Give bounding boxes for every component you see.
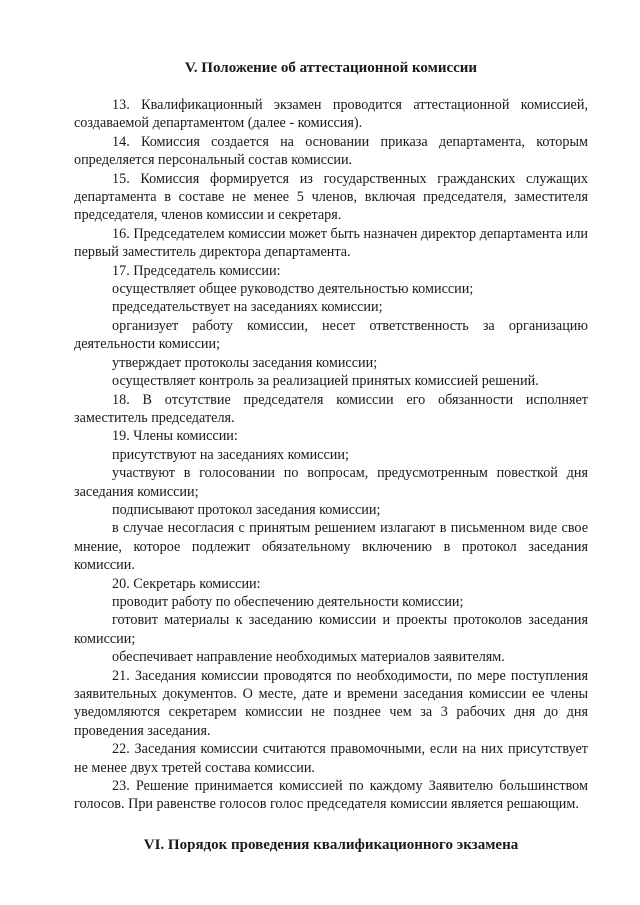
paragraph: готовит материалы к заседанию комиссии и проекты протоколов заседания комиссии; <box>74 612 588 647</box>
paragraph: 21. Заседания комиссии проводятся по необходимости, по мере поступления заявительных документов. О месте, дате и времени заседания комиссии ее члены уведомляются секретарем комиссии не позднее чем за 3 рабочих дня до дня проведения заседания. <box>74 667 588 739</box>
paragraph: организует работу комиссии, несет ответственность за организацию деятельности комиссии; <box>74 317 588 353</box>
paragraph: в случае несогласия с принятым решением излагают в письменном виде свое мнение, которое подлежит обязательному включению в протокол заседания комиссии. <box>74 520 588 574</box>
paragraph: 20. Секретарь комиссии: <box>112 575 261 592</box>
section-v-title: V. Положение об аттестационной комиссии <box>184 60 478 76</box>
paragraph: утверждает протоколы заседания комиссии; <box>112 354 378 371</box>
paragraph: 22. Заседания комиссии считаются правомочными, если на них присутствует не менее двух третей состава комиссии. <box>74 741 588 776</box>
paragraph: 14. Комиссия создается на основании приказа департамента, которым определяется персональный состав комиссии. <box>74 133 588 169</box>
paragraph: 15. Комиссия формируется из государственных гражданских служащих департамента в составе не менее 5 членов, включая председателя, заместителя председателя, членов комиссии и секретаря. <box>74 170 588 224</box>
paragraph: обеспечивает направление необходимых материалов заявителям. <box>112 649 505 666</box>
paragraph: председательствует на заседаниях комиссии; <box>112 299 383 316</box>
page-content <box>74 58 588 855</box>
paragraph: осуществляет общее руководство деятельностью комиссии; <box>112 281 474 298</box>
paragraph: присутствуют на заседаниях комиссии; <box>112 446 349 463</box>
paragraph: проводит работу по обеспечению деятельности комиссии; <box>112 593 464 610</box>
paragraph: 16. Председателем комиссии может быть назначен директор департамента или первый заместитель директора департамента. <box>74 225 588 261</box>
paragraph: 13. Квалификационный экзамен проводится аттестационной комиссией, создаваемой департаментом (далее - комиссия). <box>74 97 588 132</box>
paragraph: 19. Члены комиссии: <box>112 428 238 445</box>
section-vi-title: VI. Порядок проведения квалификационного экзамена <box>143 836 519 853</box>
paragraph: 23. Решение принимается комиссией по каждому Заявителю большинством голосов. При равенстве голосов голос председателя комиссии является решающим. <box>74 778 588 813</box>
paragraph: участвуют в голосовании по вопросам, предусмотренным повесткой дня заседания комиссии; <box>74 465 588 500</box>
paragraph: 18. В отсутствие председателя комиссии его обязанности исполняет заместитель председателя. <box>74 391 588 426</box>
paragraph: осуществляет контроль за реализацией принятых комиссией решений. <box>112 373 539 390</box>
paragraph: 17. Председатель комиссии: <box>112 262 281 279</box>
paragraph-list <box>74 96 588 814</box>
paragraph: подписывают протокол заседания комиссии; <box>112 501 381 518</box>
